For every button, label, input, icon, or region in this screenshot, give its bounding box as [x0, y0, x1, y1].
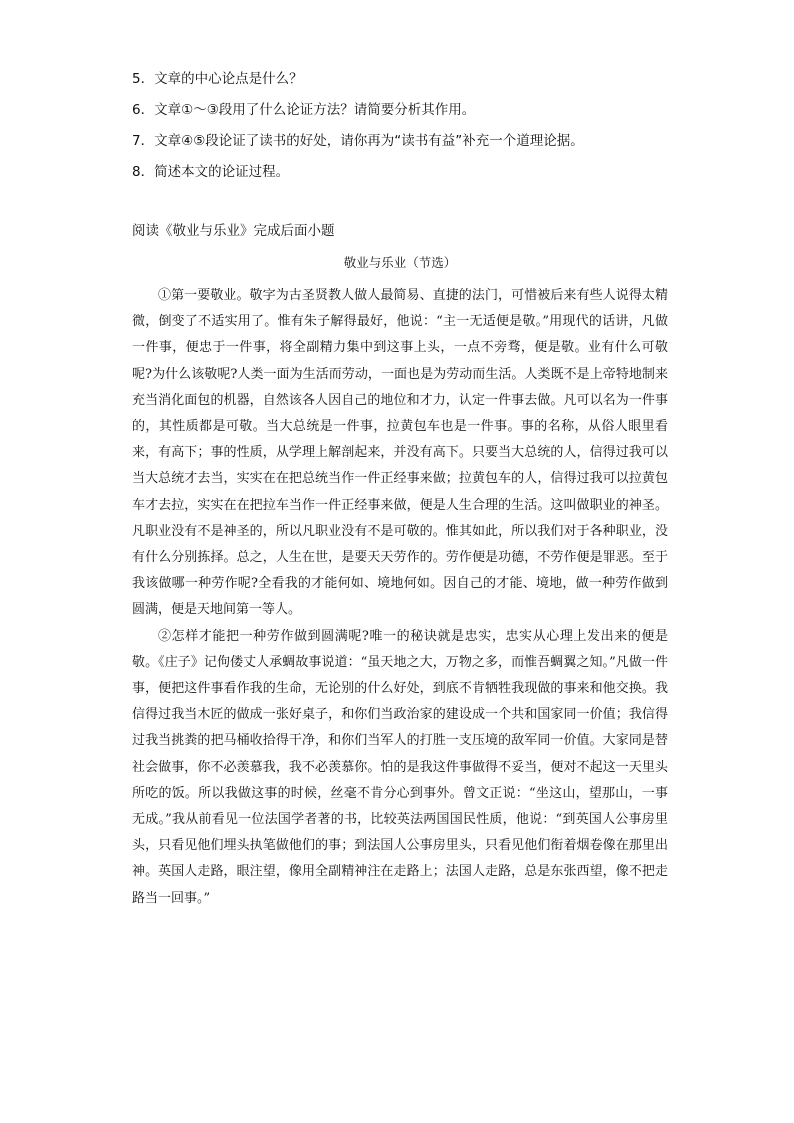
- question-7: 7．文章④⑤段论证了读书的好处，请你再为“读书有益”补充一个道理论据。: [132, 133, 584, 149]
- article-title: 敬业与乐业（节选）: [343, 255, 457, 270]
- article-paragraph-2: ②怎样才能把一种劳作做到圆满呢?唯一的秘诀就是忠实，忠实从心理上发出来的便是敬。《庄子》记佝偻丈人承蜩故事说道：“虽天地之大，万物之多，而惟吾蜩翼之知。”凡做一件事，便把这件事看作我的生命，无论别的什么好处，到底不肯牺牲我现做的事来和他交换。我信得过我当木匠的做成一张好桌子，和你们当政治家的建设成一个共和国家同一价值；我信得过我当挑粪的把马桶收拾得干净，和你们当军人的打胜一支压境的敌军同一价值。大家同是替社会做事，你不必羡慕我，我不必羡慕你。怕的是我这件事做得不妥当，便对不起这一天里头所吃的饭。所以我做这事的时候，丝毫不肯分心到事外。曾文正说：“坐这山，望那山，一事无成。”我从前看见一位法国学者著的书，比较英法两国国民性质，他说：“到英国人公事房里头，只看见他们埋头执笔做他们的事；到法国人公事房里头，只看见他们衔着烟卷像在那里出神。英国人走路，眼注望，像用全副精神注在走路上；法国人走路，总是东张西望，像不把走路当一回事。”: [132, 628, 668, 906]
- question-list: [132, 64, 692, 188]
- article-body: [132, 283, 668, 912]
- reading-instruction: 阅读《敬业与乐业》完成后面小题: [132, 223, 335, 239]
- question-8: 8．简述本文的论证过程。: [132, 164, 290, 180]
- article-paragraph-1: ①第一要敬业。敬字为古圣贤教人做人最简易、直捷的法门，可惜被后来有些人说得太精微，倒变了不适实用了。惟有朱子解得最好，他说：“主一无适便是敬。”用现代的话讲，凡做一件事，便忠于一件事，将全副精力集中到这事上头，一点不旁骛，便是敬。业有什么可敬呢?为什么该敬呢?人类一面为生活而劳动，一面也是为劳动而生活。人类既不是上帝特地制来充当消化面包的机器，自然该各人因自己的地位和才力，认定一件事去做。凡可以名为一件事的，其性质都是可敬。当大总统是一件事，拉黄包车也是一件事。事的名称，从俗人眼里看来，有高下；事的性质，从学理上解剖起来，并没有高下。只要当大总统的人，信得过我可以当大总统才去当，实实在在把总统当作一件正经事来做；拉黄包车的人，信得过我可以拉黄包车才去拉，实实在在把拉车当作一件正经事来做，便是人生合理的生活。这叫做职业的神圣。凡职业没有不是神圣的，所以凡职业没有不是可敬的。惟其如此，所以我们对于各种职业，没有什么分别拣择。总之，人生在世，是要天天劳作的。劳作便是功德，不劳作便是罪恶。至于我该做哪一种劳作呢?全看我的才能何如、境地何如。因自己的才能、境地，做一种劳作做到圆满，便是天地间第一等人。: [132, 288, 668, 618]
- question-5: 5．文章的中心论点是什么？: [132, 71, 303, 87]
- question-6: 6．文章①～③段用了什么论证方法？请简要分析其作用。: [132, 102, 476, 118]
